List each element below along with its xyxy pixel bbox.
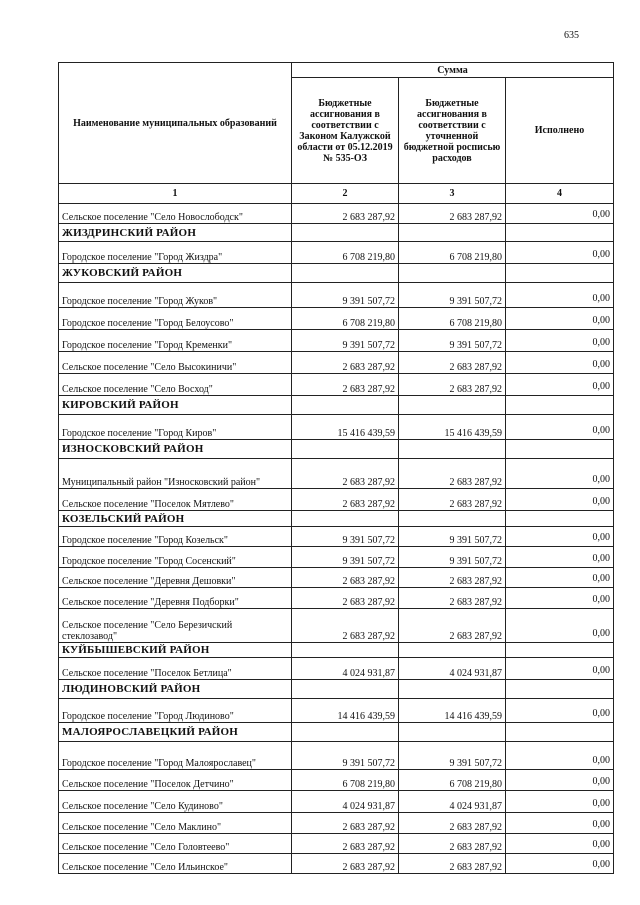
executed-value-text: 0,00: [592, 337, 610, 348]
executed-value: [506, 699, 614, 723]
law-allocation-value-text: 2 683 287,92: [342, 862, 395, 873]
revised-allocation-value: [399, 489, 506, 511]
executed-value-text: 0,00: [592, 359, 610, 370]
municipality-name-text: Сельское поселение "Село Кудиново": [62, 801, 223, 812]
municipality-name: [59, 547, 292, 568]
column-number-3: 3: [399, 184, 506, 204]
municipality-name-text: Городское поселение "Город Людиново": [62, 711, 234, 722]
header-executed: Исполнено: [506, 78, 614, 184]
law-allocation-value: [292, 813, 399, 834]
municipality-name-text: Сельское поселение "Деревня Дешовки": [62, 576, 236, 587]
executed-value: [506, 588, 614, 609]
executed-value-text: 0,00: [592, 553, 610, 564]
revised-allocation-value: [399, 283, 506, 308]
column-number-1: 1: [59, 184, 292, 204]
municipality-name-text: Муниципальный район "Износковский район": [62, 477, 261, 488]
law-allocation-value: [292, 459, 399, 489]
law-allocation-value: [292, 527, 399, 547]
executed-value: [506, 489, 614, 511]
district-header-row: [59, 680, 614, 699]
municipality-name-text: Городское поселение "Город Киров": [62, 428, 217, 439]
law-allocation-value-text: 2 683 287,92: [342, 499, 395, 510]
table-row: [59, 588, 614, 609]
municipality-name: [59, 352, 292, 374]
law-allocation-value: [292, 374, 399, 396]
revised-allocation-value: [399, 415, 506, 440]
executed-value: [506, 459, 614, 489]
district-name: КИРОВСКИЙ РАЙОН: [59, 396, 292, 415]
revised-allocation-value-text: 6 708 219,80: [449, 779, 502, 790]
revised-allocation-value: [399, 374, 506, 396]
revised-allocation-value: [399, 742, 506, 770]
table-row: [59, 813, 614, 834]
executed-value-text: 0,00: [592, 573, 610, 584]
revised-allocation-value-text: 2 683 287,92: [449, 631, 502, 642]
page-number: 635: [564, 30, 579, 41]
law-allocation-value-text: 9 391 507,72: [342, 758, 395, 769]
municipality-name: [59, 330, 292, 352]
municipality-name-text: Сельское поселение "Село Восход": [62, 384, 213, 395]
revised-allocation-value: [399, 547, 506, 568]
municipality-name-text: Городское поселение "Город Малоярославец": [62, 758, 256, 769]
executed-value: [506, 330, 614, 352]
executed-value-text: 0,00: [592, 755, 610, 766]
revised-allocation-value-text: 6 708 219,80: [449, 252, 502, 263]
table-row: [59, 415, 614, 440]
executed-value: [506, 791, 614, 813]
revised-allocation-value-text: 4 024 931,87: [449, 801, 502, 812]
law-allocation-value: [292, 658, 399, 680]
revised-allocation-value-text: 6 708 219,80: [449, 318, 502, 329]
municipality-name: [59, 242, 292, 264]
empty-cell: [506, 440, 614, 459]
empty-cell: [399, 511, 506, 527]
municipality-name: [59, 459, 292, 489]
revised-allocation-value: [399, 204, 506, 224]
empty-cell: [292, 511, 399, 527]
revised-allocation-value: [399, 854, 506, 874]
revised-allocation-value-text: 9 391 507,72: [449, 296, 502, 307]
municipality-name: [59, 204, 292, 224]
executed-value: [506, 742, 614, 770]
district-name: КОЗЕЛЬСКИЙ РАЙОН: [59, 511, 292, 527]
empty-cell: [399, 643, 506, 658]
executed-value-text: 0,00: [592, 628, 610, 639]
executed-value-text: 0,00: [592, 209, 610, 220]
law-allocation-value: [292, 770, 399, 791]
executed-value: [506, 242, 614, 264]
executed-value: [506, 834, 614, 854]
table-body: [59, 204, 614, 874]
revised-allocation-value: [399, 770, 506, 791]
law-allocation-value-text: 2 683 287,92: [342, 576, 395, 587]
executed-value: [506, 547, 614, 568]
revised-allocation-value: [399, 588, 506, 609]
law-allocation-value-text: 2 683 287,92: [342, 362, 395, 373]
law-allocation-value-text: 2 683 287,92: [342, 384, 395, 395]
revised-allocation-value: [399, 527, 506, 547]
municipality-name: [59, 813, 292, 834]
municipality-name-text: Сельское поселение "Поселок Мятлево": [62, 499, 234, 510]
executed-value: [506, 374, 614, 396]
empty-cell: [506, 396, 614, 415]
municipality-name: [59, 609, 292, 643]
municipality-name: [59, 489, 292, 511]
header-sum: Сумма: [292, 63, 614, 78]
district-header-row: [59, 723, 614, 742]
revised-allocation-value-text: 2 683 287,92: [449, 822, 502, 833]
district-header-row: [59, 643, 614, 658]
law-allocation-value-text: 6 708 219,80: [342, 779, 395, 790]
table-row: [59, 854, 614, 874]
municipality-name-text: Сельское поселение "Село Новослободск": [62, 212, 243, 223]
empty-cell: [292, 440, 399, 459]
municipality-name: [59, 770, 292, 791]
law-allocation-value-text: 14 416 439,59: [337, 711, 395, 722]
revised-allocation-value-text: 2 683 287,92: [449, 384, 502, 395]
table-row: [59, 609, 614, 643]
header-revised-allocations: Бюджетные ассигнования в соответствии с уточненной бюджетной росписью расходов: [399, 78, 506, 184]
municipality-name: [59, 791, 292, 813]
empty-cell: [506, 723, 614, 742]
revised-allocation-value-text: 4 024 931,87: [449, 668, 502, 679]
revised-allocation-value-text: 2 683 287,92: [449, 842, 502, 853]
municipality-name-text: Городское поселение "Город Кременки": [62, 340, 233, 351]
empty-cell: [506, 680, 614, 699]
law-allocation-value-text: 4 024 931,87: [342, 801, 395, 812]
executed-value: [506, 308, 614, 330]
executed-value-text: 0,00: [592, 819, 610, 830]
table-row: [59, 242, 614, 264]
empty-cell: [506, 264, 614, 283]
revised-allocation-value: [399, 242, 506, 264]
law-allocation-value-text: 9 391 507,72: [342, 556, 395, 567]
executed-value: [506, 568, 614, 588]
column-number-4: 4: [506, 184, 614, 204]
law-allocation-value-text: 9 391 507,72: [342, 535, 395, 546]
law-allocation-value: [292, 588, 399, 609]
municipality-name-text: Сельское поселение "Поселок Детчино": [62, 779, 234, 790]
law-allocation-value: [292, 568, 399, 588]
executed-value: [506, 527, 614, 547]
municipality-name: [59, 374, 292, 396]
municipality-name: [59, 658, 292, 680]
executed-value-text: 0,00: [592, 798, 610, 809]
revised-allocation-value-text: 2 683 287,92: [449, 477, 502, 488]
district-name: МАЛОЯРОСЛАВЕЦКИЙ РАЙОН: [59, 723, 292, 742]
executed-value: [506, 609, 614, 643]
district-header-row: [59, 511, 614, 527]
executed-value: [506, 415, 614, 440]
municipality-name-text: Городское поселение "Город Козельск": [62, 535, 228, 546]
executed-value: [506, 283, 614, 308]
law-allocation-value-text: 9 391 507,72: [342, 340, 395, 351]
revised-allocation-value: [399, 813, 506, 834]
executed-value: [506, 352, 614, 374]
revised-allocation-value-text: 15 416 439,59: [444, 428, 502, 439]
revised-allocation-value: [399, 330, 506, 352]
law-allocation-value-text: 4 024 931,87: [342, 668, 395, 679]
table-row: [59, 352, 614, 374]
table-row: [59, 834, 614, 854]
executed-value-text: 0,00: [592, 665, 610, 676]
revised-allocation-value-text: 2 683 287,92: [449, 499, 502, 510]
empty-cell: [292, 723, 399, 742]
executed-value: [506, 813, 614, 834]
revised-allocation-value: [399, 609, 506, 643]
law-allocation-value: [292, 308, 399, 330]
revised-allocation-value-text: 14 416 439,59: [444, 711, 502, 722]
law-allocation-value-text: 15 416 439,59: [337, 428, 395, 439]
law-allocation-value-text: 2 683 287,92: [342, 842, 395, 853]
municipality-name: [59, 854, 292, 874]
district-name: ЛЮДИНОВСКИЙ РАЙОН: [59, 680, 292, 699]
empty-cell: [292, 643, 399, 658]
revised-allocation-value: [399, 658, 506, 680]
law-allocation-value-text: 2 683 287,92: [342, 822, 395, 833]
executed-value-text: 0,00: [592, 839, 610, 850]
executed-value-text: 0,00: [592, 708, 610, 719]
table-row: [59, 204, 614, 224]
law-allocation-value-text: 2 683 287,92: [342, 597, 395, 608]
table-row: [59, 330, 614, 352]
executed-value-text: 0,00: [592, 859, 610, 870]
empty-cell: [399, 440, 506, 459]
executed-value-text: 0,00: [592, 496, 610, 507]
municipality-name-text: Сельское поселение "Поселок Бетлица": [62, 668, 232, 679]
municipality-name-text: Сельское поселение "Село Высокиничи": [62, 362, 237, 373]
revised-allocation-value: [399, 568, 506, 588]
municipality-name-text: Сельское поселение "Село Головтеево": [62, 842, 230, 853]
empty-cell: [399, 723, 506, 742]
executed-value-text: 0,00: [592, 381, 610, 392]
municipality-name-text: Городское поселение "Город Жиздра": [62, 252, 223, 263]
law-allocation-value: [292, 489, 399, 511]
header-municipality: Наименование муниципальных образований: [59, 63, 292, 184]
municipality-name-text: Городское поселение "Город Жуков": [62, 296, 218, 307]
executed-value-text: 0,00: [592, 249, 610, 260]
header-law-allocations: Бюджетные ассигнования в соответствии с Законом Калужской области от 05.12.2019 № 535-ОЗ: [292, 78, 399, 184]
revised-allocation-value-text: 2 683 287,92: [449, 362, 502, 373]
table-row: [59, 308, 614, 330]
municipality-name: [59, 283, 292, 308]
law-allocation-value-text: 2 683 287,92: [342, 631, 395, 642]
table-row: [59, 742, 614, 770]
table-row: [59, 283, 614, 308]
district-name: ЖИЗДРИНСКИЙ РАЙОН: [59, 224, 292, 242]
empty-cell: [292, 680, 399, 699]
empty-cell: [506, 643, 614, 658]
municipality-name-text: Сельское поселение "Деревня Подборки": [62, 597, 239, 608]
executed-value: [506, 204, 614, 224]
executed-value-text: 0,00: [592, 474, 610, 485]
municipality-name: [59, 415, 292, 440]
law-allocation-value: [292, 609, 399, 643]
district-header-row: [59, 264, 614, 283]
district-name: ЖУКОВСКИЙ РАЙОН: [59, 264, 292, 283]
municipality-name-text: Сельское поселение "Село Маклино": [62, 822, 222, 833]
law-allocation-value: [292, 791, 399, 813]
district-name: ИЗНОСКОВСКИЙ РАЙОН: [59, 440, 292, 459]
executed-value-text: 0,00: [592, 594, 610, 605]
budget-table: [58, 62, 614, 874]
table-row: [59, 658, 614, 680]
law-allocation-value: [292, 834, 399, 854]
revised-allocation-value-text: 2 683 287,92: [449, 576, 502, 587]
empty-cell: [292, 396, 399, 415]
table-row: [59, 459, 614, 489]
executed-value: [506, 770, 614, 791]
empty-cell: [399, 224, 506, 242]
revised-allocation-value: [399, 352, 506, 374]
table-row: [59, 699, 614, 723]
executed-value: [506, 658, 614, 680]
law-allocation-value: [292, 547, 399, 568]
law-allocation-value: [292, 242, 399, 264]
revised-allocation-value: [399, 791, 506, 813]
executed-value-text: 0,00: [592, 293, 610, 304]
executed-value-text: 0,00: [592, 315, 610, 326]
revised-allocation-value: [399, 699, 506, 723]
revised-allocation-value: [399, 308, 506, 330]
executed-value-text: 0,00: [592, 425, 610, 436]
empty-cell: [399, 396, 506, 415]
municipality-name-text: Сельское поселение "Село Ильинское": [62, 862, 229, 873]
law-allocation-value-text: 9 391 507,72: [342, 296, 395, 307]
district-header-row: [59, 440, 614, 459]
municipality-name: [59, 527, 292, 547]
law-allocation-value: [292, 283, 399, 308]
revised-allocation-value: [399, 834, 506, 854]
law-allocation-value: [292, 330, 399, 352]
law-allocation-value: [292, 742, 399, 770]
executed-value-text: 0,00: [592, 776, 610, 787]
empty-cell: [292, 224, 399, 242]
municipality-name-text: Сельское поселение "Село Березичский стеклозавод": [62, 620, 233, 642]
municipality-name-text: Городское поселение "Город Белоусово": [62, 318, 234, 329]
table-row: [59, 770, 614, 791]
empty-cell: [399, 680, 506, 699]
table-row: [59, 791, 614, 813]
table-row: [59, 527, 614, 547]
revised-allocation-value-text: 2 683 287,92: [449, 597, 502, 608]
table-row: [59, 547, 614, 568]
municipality-name-text: Городское поселение "Город Сосенский": [62, 556, 236, 567]
municipality-name: [59, 834, 292, 854]
empty-cell: [292, 264, 399, 283]
law-allocation-value-text: 2 683 287,92: [342, 212, 395, 223]
revised-allocation-value-text: 9 391 507,72: [449, 535, 502, 546]
table-row: [59, 489, 614, 511]
law-allocation-value: [292, 352, 399, 374]
municipality-name: [59, 699, 292, 723]
municipality-name: [59, 568, 292, 588]
municipality-name: [59, 742, 292, 770]
revised-allocation-value-text: 9 391 507,72: [449, 758, 502, 769]
law-allocation-value-text: 6 708 219,80: [342, 318, 395, 329]
law-allocation-value: [292, 415, 399, 440]
revised-allocation-value-text: 2 683 287,92: [449, 862, 502, 873]
revised-allocation-value-text: 9 391 507,72: [449, 556, 502, 567]
column-number-2: 2: [292, 184, 399, 204]
table-row: [59, 374, 614, 396]
district-header-row: [59, 224, 614, 242]
law-allocation-value-text: 6 708 219,80: [342, 252, 395, 263]
municipality-name: [59, 588, 292, 609]
revised-allocation-value-text: 2 683 287,92: [449, 212, 502, 223]
law-allocation-value: [292, 699, 399, 723]
district-name: КУЙБЫШЕВСКИЙ РАЙОН: [59, 643, 292, 658]
law-allocation-value-text: 2 683 287,92: [342, 477, 395, 488]
municipality-name: [59, 308, 292, 330]
district-header-row: [59, 396, 614, 415]
empty-cell: [506, 224, 614, 242]
empty-cell: [506, 511, 614, 527]
law-allocation-value: [292, 854, 399, 874]
revised-allocation-value-text: 9 391 507,72: [449, 340, 502, 351]
table-row: [59, 568, 614, 588]
law-allocation-value: [292, 204, 399, 224]
revised-allocation-value: [399, 459, 506, 489]
empty-cell: [399, 264, 506, 283]
executed-value-text: 0,00: [592, 532, 610, 543]
executed-value: [506, 854, 614, 874]
